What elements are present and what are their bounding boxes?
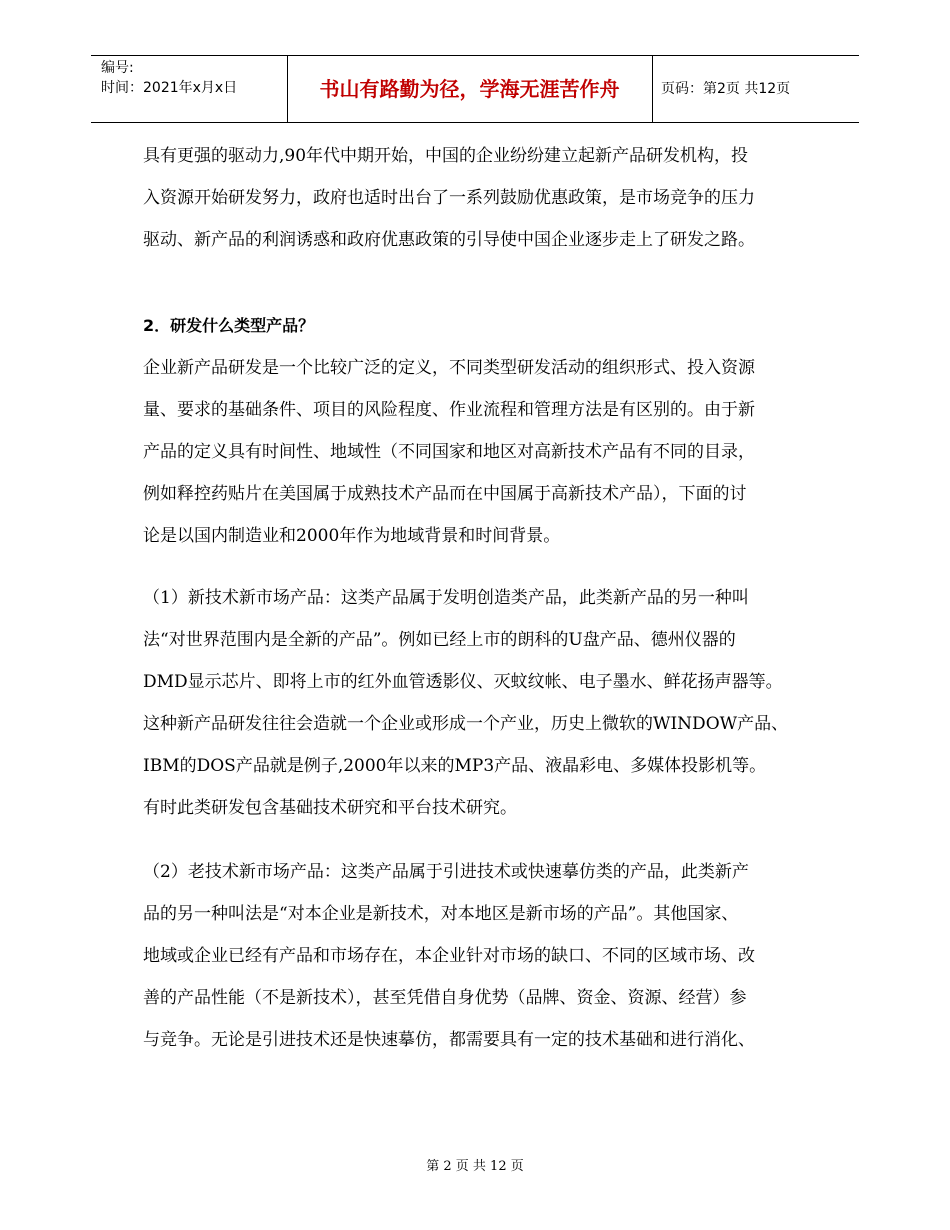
text-line: 企业新产品研发是一个比较广泛的定义，不同类型研发活动的组织形式、投入资源 [143, 358, 755, 378]
text-line: DMD显示芯片、即将上市的红外血管透影仪、灭蚊纹帐、电子墨水、鲜花扬声器等。 [143, 672, 783, 692]
text-line: 品的另一种叫法是“对本企业是新技术，对本地区是新市场的产品”。其他国家、 [143, 904, 739, 924]
text-line: （2）老技术新市场产品：这类产品属于引进技术或快速摹仿类的产品，此类新产 [143, 862, 749, 882]
text-line: 地域或企业已经有产品和市场存在，本企业针对市场的缺口、不同的区域市场、改 [143, 946, 755, 966]
section-heading: 2．研发什么类型产品？ [143, 316, 315, 335]
text-line: 入资源开始研发努力，政府也适时出台了一系列鼓励优惠政策，是市场竞争的压力 [143, 188, 755, 208]
text-line: 法“对世界范围内是全新的产品”。例如已经上市的朗科的U盘产品、德州仪器的 [143, 630, 736, 650]
text-line: （1）新技术新市场产品：这类产品属于发明创造类产品，此类新产品的另一种叫 [143, 588, 749, 608]
text-line: IBM的DOS产品就是例子,2000年以来的MP3产品、液晶彩电、多媒体投影机等。 [143, 756, 767, 776]
text-line: 例如释控药贴片在美国属于成熟技术产品而在中国属于高新技术产品），下面的讨 [143, 484, 747, 504]
header-motto: 书山有路勤为径，学海无涯苦作舟 [319, 77, 620, 101]
text-line: 量、要求的基础条件、项目的风险程度、作业流程和管理方法是有区别的。由于新 [143, 400, 755, 420]
text-line: 与竞争。无论是引进技术还是快速摹仿，都需要具有一定的技术基础和进行消化、 [143, 1030, 755, 1050]
code-label: 编号: [101, 60, 134, 76]
header-page-number: 页码：第2页 共12页 [661, 81, 791, 97]
text-line: 具有更强的驱动力,90年代中期开始，中国的企业纷纷建立起新产品研发机构，投 [143, 146, 749, 166]
text-line: 这种新产品研发往往会造就一个企业或形成一个产业，历史上微软的WINDOW产品、 [143, 714, 789, 734]
text-line: 产品的定义具有时间性、地域性（不同国家和地区对高新技术产品有不同的目录， [143, 442, 755, 462]
page-header [91, 55, 859, 123]
text-line: 有时此类研发包含基础技术研究和平台技术研究。 [143, 798, 517, 818]
text-line: 论是以国内制造业和2000年作为地域背景和时间背景。 [143, 526, 561, 546]
header-divider [652, 56, 653, 122]
text-line: 驱动、新产品的利润诱惑和政府优惠政策的引导使中国企业逐步走上了研发之路。 [143, 230, 755, 250]
page-footer: 第 2 页 共 12 页 [426, 1159, 524, 1174]
text-line: 善的产品性能（不是新技术），甚至凭借自身优势（品牌、资金、资源、经营）参 [143, 988, 747, 1008]
time-label: 时间：2021年x月x日 [101, 80, 238, 96]
header-meta [101, 58, 291, 98]
